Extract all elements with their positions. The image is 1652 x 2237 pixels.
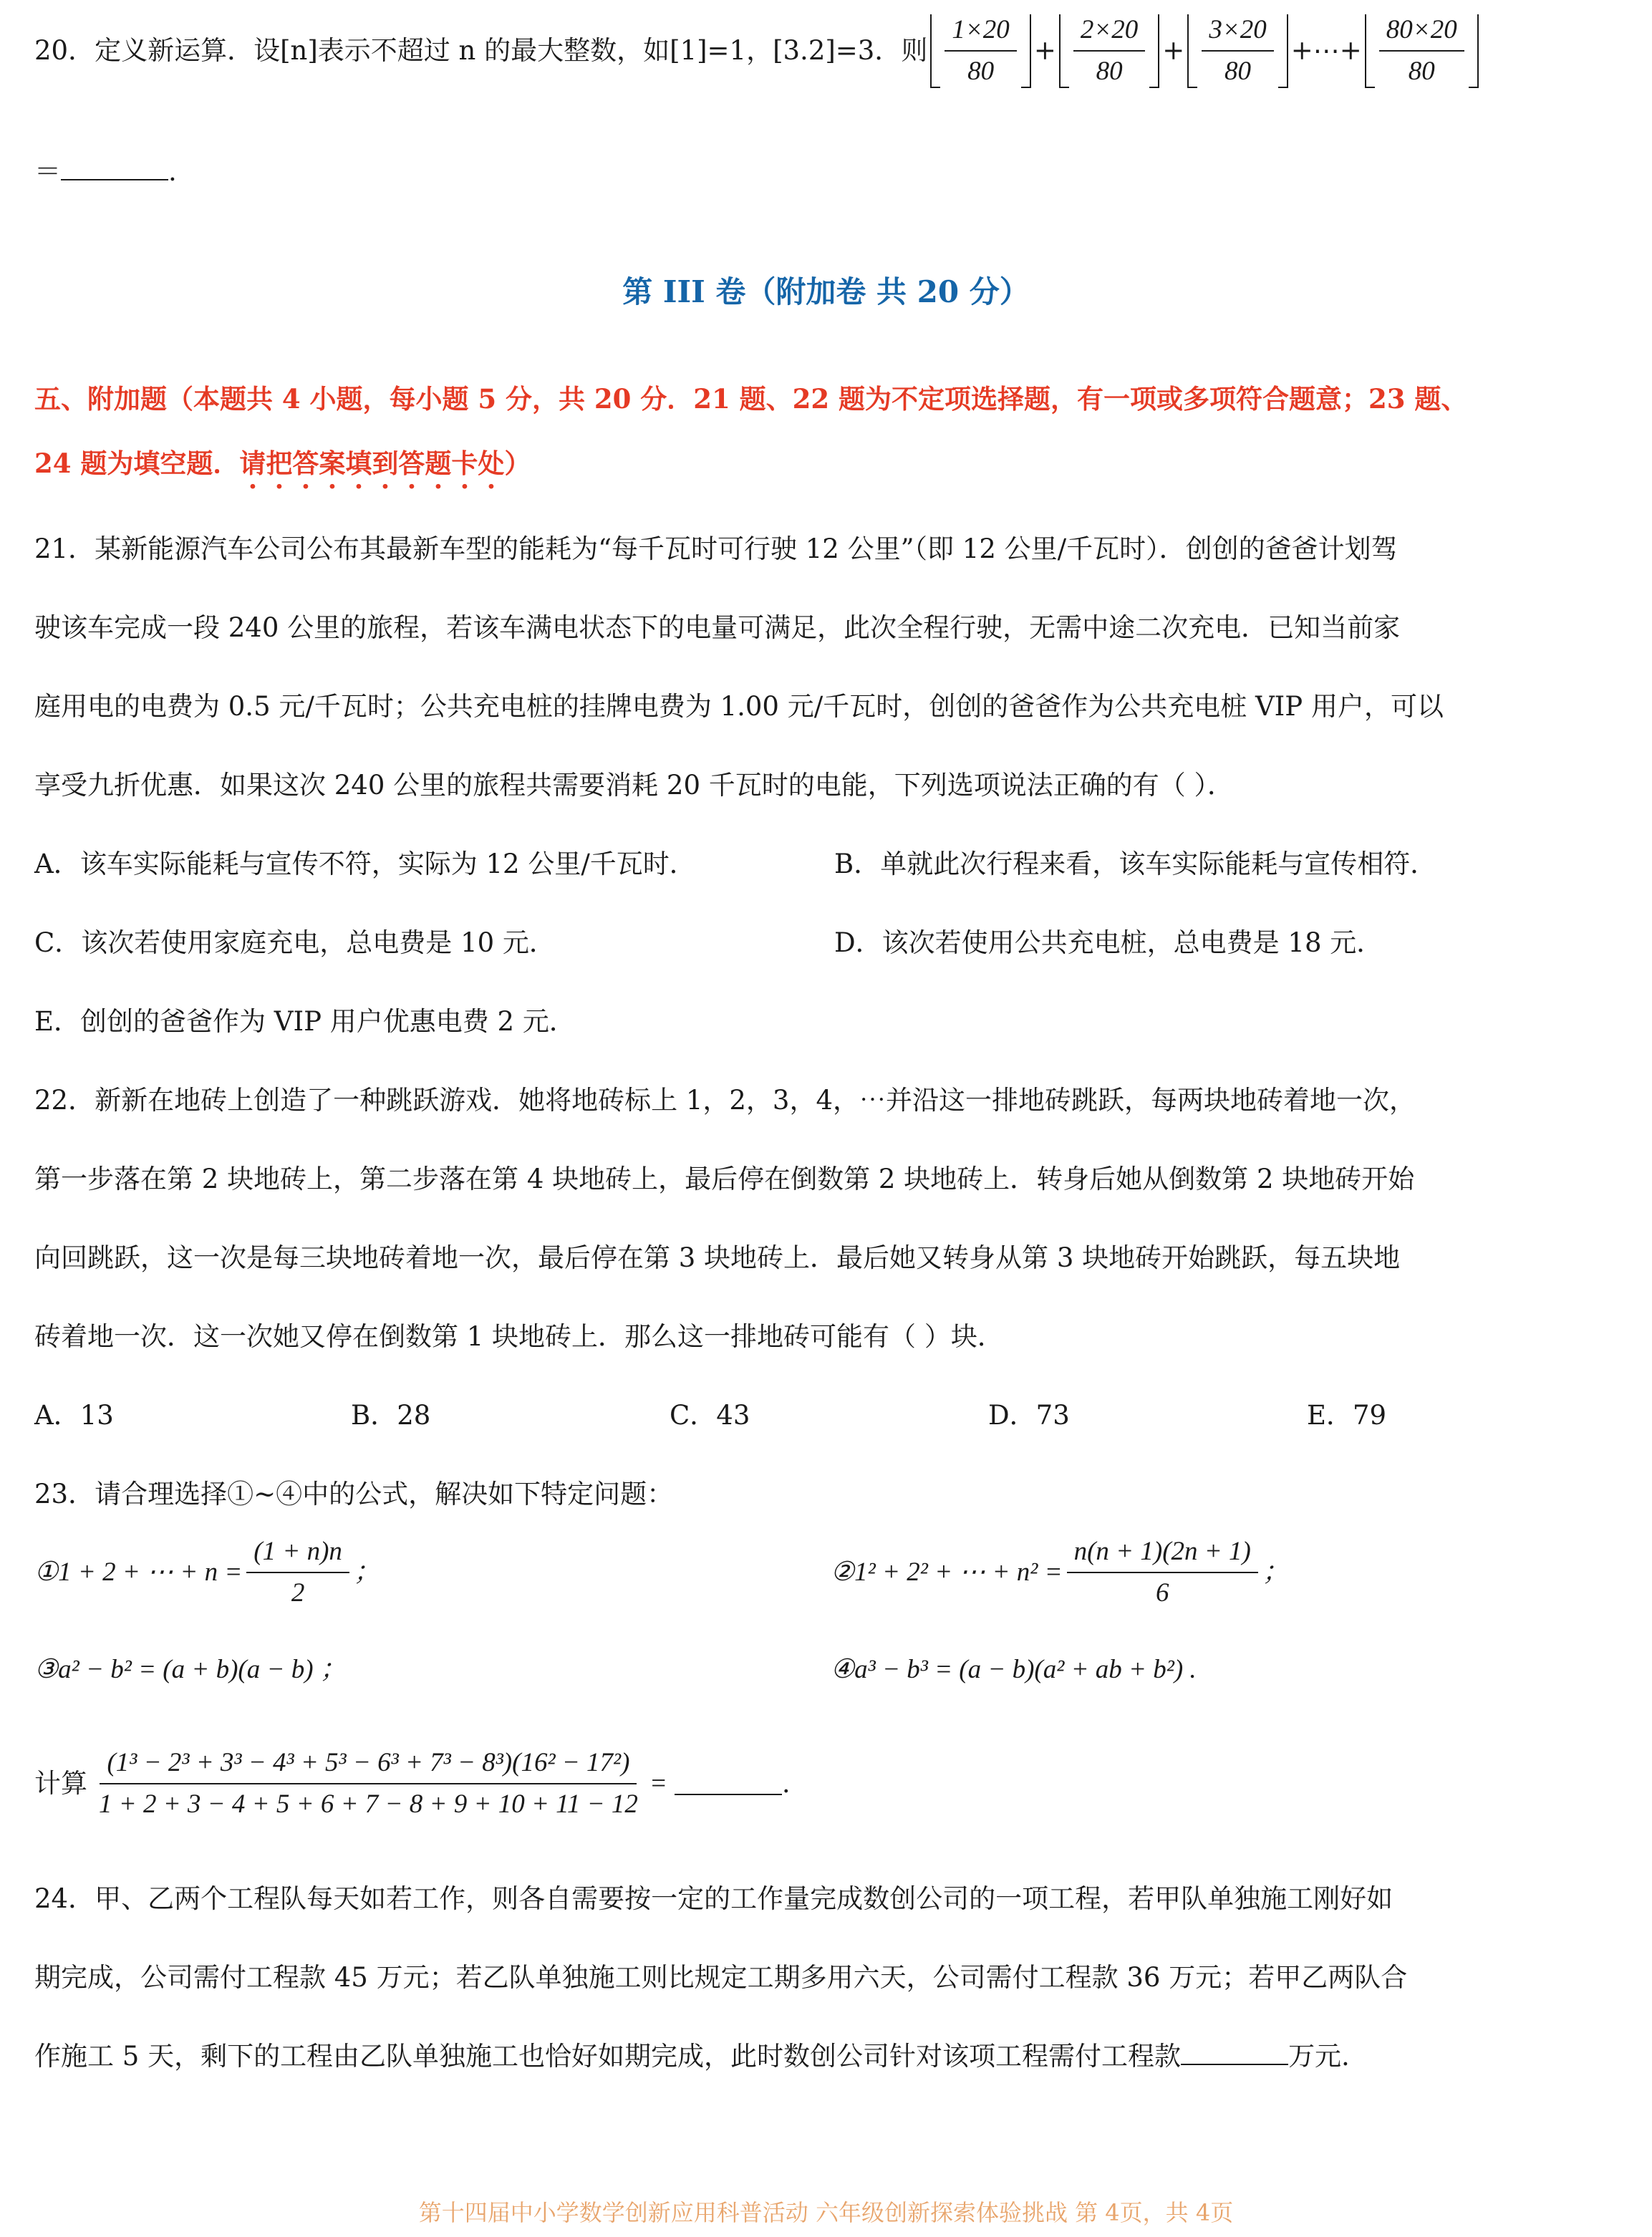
q24-line3: 作施工 5 天，剩下的工程由乙队单独施工也恰好如期完成，此时数创公司针对该项工程需付工程款 万元. — [34, 2041, 1350, 2072]
q22-line3: 向回跳跃，这一次是每三块地砖着地一次，最后停在第 3 块地砖上．最后她又转身从第 3 块地砖开始跳跃，每五块地 — [34, 1242, 1401, 1273]
q24-line2: 期完成，公司需付工程款 45 万元；若乙队单独施工则比规定工期多用六天，公司需付工程款 36 万元；若甲乙两队合 — [34, 1962, 1408, 1993]
formula-4: ④a³ − b³ = (a − b)(a² + ab + b²) . — [831, 1655, 1197, 1684]
frac3-num: 3×20 — [1202, 14, 1273, 52]
formula-1: ①1 + 2 + ⋯ + n = $\frac{(1 + n)n}{2}$ ； — [34, 1537, 380, 1608]
q21-option-a[interactable]: A．该车实际能耗与宣传不符，实际为 12 公里/千瓦时． — [34, 849, 696, 879]
answer-blank[interactable] — [1181, 2042, 1288, 2065]
answer-blank[interactable] — [675, 1772, 782, 1795]
section-five-line1: 五、附加题（本题共 4 小题，每小题 5 分，共 20 分．21 题、22 题为不定项选择题，有一项或多项符合题意；23 题、 — [34, 383, 1468, 415]
equals-sign: ＝ — [34, 156, 61, 187]
q22-option-b[interactable]: B．28 — [351, 1400, 431, 1431]
floor-bracket-2 — [1059, 14, 1159, 88]
frac4-den: 80 — [1408, 57, 1435, 87]
emphasized-instruction: 请把答案填到答题卡处 — [239, 448, 505, 479]
frac1-num: 1×20 — [945, 14, 1016, 52]
q20-text: 20．定义新运算．设[n]表示不超过 n 的最大整数，如[1]=1，[3.2]=3．则 — [34, 35, 928, 67]
q22-option-e[interactable]: E．79 — [1307, 1400, 1387, 1431]
floor-bracket-1 — [930, 14, 1030, 88]
ellipsis: +⋯+ — [1290, 35, 1362, 67]
answer-blank[interactable] — [61, 158, 168, 180]
formula-2: ②1² + 2² + ⋯ + n² = $\frac{n(n + 1)(2n + 1)}{6}$ ； — [831, 1537, 1289, 1608]
q24-line1: 24．甲、乙两个工程队每天如若工作，则各自需要按一定的工作量完成数创公司的一项工程，若甲队单独施工刚好如 — [34, 1883, 1393, 1914]
period: . — [168, 156, 177, 187]
q22-option-d[interactable]: D．73 — [988, 1400, 1070, 1431]
q21-option-e[interactable]: E．创创的爸爸作为 VIP 用户优惠电费 2 元． — [34, 1006, 576, 1037]
plus-sign: + — [1033, 35, 1056, 67]
q20-line — [34, 14, 1618, 88]
plus-sign: + — [1162, 35, 1185, 67]
q22-option-c[interactable]: C．43 — [670, 1400, 750, 1431]
floor-bracket-3 — [1187, 14, 1288, 88]
frac1-den: 80 — [967, 57, 995, 87]
q22-line4: 砖着地一次．这一次她又停在倒数第 1 块地砖上．那么这一排地砖可能有（ ）块． — [34, 1321, 1004, 1352]
section-title: 第 III 卷（附加卷 共 20 分） — [622, 274, 1030, 309]
frac2-den: 80 — [1096, 57, 1123, 87]
frac4-num: 80×20 — [1379, 14, 1464, 52]
q21-line3: 庭用电的电费为 0.5 元/千瓦时；公共充电桩的挂牌电费为 1.00 元/千瓦时，创创的爸爸作为公共充电桩 VIP 用户，可以 — [34, 691, 1444, 722]
q21-option-d[interactable]: D．该次若使用公共充电桩，总电费是 18 元． — [834, 927, 1383, 958]
floor-bracket-4 — [1365, 14, 1479, 88]
calc-label: 计算 — [34, 1768, 87, 1799]
q20-answer-line — [34, 156, 1618, 188]
q21-line4: 享受九折优惠．如果这次 240 公里的旅程共需要消耗 20 千瓦时的电能，下列选项说法正确的有（ ）． — [34, 770, 1235, 801]
calc-denominator: 1 + 2 + 3 − 4 + 5 + 6 + 7 − 8 + 9 + 10 + 11 − 12 — [99, 1789, 638, 1820]
section-five-line2: 24 题为填空题．请把答案填到答题卡处） — [34, 448, 531, 479]
formula-3: ③a² − b² = (a + b)(a − b) ； — [34, 1655, 347, 1684]
frac2-num: 2×20 — [1073, 14, 1145, 52]
calc-numerator: (1³ − 2³ + 3³ − 4³ + 5³ − 6³ + 7³ − 8³)(16² − 17²) — [100, 1747, 637, 1784]
q22-line1: 22．新新在地砖上创造了一种跳跃游戏．她将地砖标上 1，2，3，4，⋯并沿这一排地砖跳跃，每两块地砖着地一次， — [34, 1085, 1416, 1116]
q22-line2: 第一步落在第 2 块地砖上，第二步落在第 4 块地砖上，最后停在倒数第 2 块地砖上．转身后她从倒数第 2 块地砖开始 — [34, 1164, 1415, 1194]
q21-line1: 21．某新能源汽车公司公布其最新车型的能耗为“每千瓦时可行驶 12 公里”（即 12 公里/千瓦时）．创创的爸爸计划驾 — [34, 533, 1398, 564]
frac3-den: 80 — [1224, 57, 1252, 87]
calc-expression: 计算 $\frac{\text{(1³ − 2³ + 3³ − 4³ + 5³ − 6³ + 7³ − 8³)(16² − 17²)}}{1 + 2 + 3 - 4 + 5 + 6 + 7 - 8 + 9 + 10 + 11 - 12}$ = . — [34, 1747, 791, 1821]
q21-option-c[interactable]: C．该次若使用家庭充电，总电费是 10 元． — [34, 927, 556, 958]
q23-intro: 23．请合理选择①~④中的公式，解决如下特定问题： — [34, 1479, 674, 1509]
page-footer: 第十四届中小学数学创新应用科普活动 六年级创新探索体验挑战 第 4页，共 4页 — [418, 2199, 1234, 2226]
q22-option-a[interactable]: A．13 — [34, 1400, 114, 1431]
q21-option-b[interactable]: B．单就此次行程来看，该车实际能耗与宣传相符． — [834, 849, 1437, 879]
q21-line2: 驶该车完成一段 240 公里的旅程，若该车满电状态下的电量可满足，此次全程行驶，无需中途二次充电．已知当前家 — [34, 612, 1401, 643]
